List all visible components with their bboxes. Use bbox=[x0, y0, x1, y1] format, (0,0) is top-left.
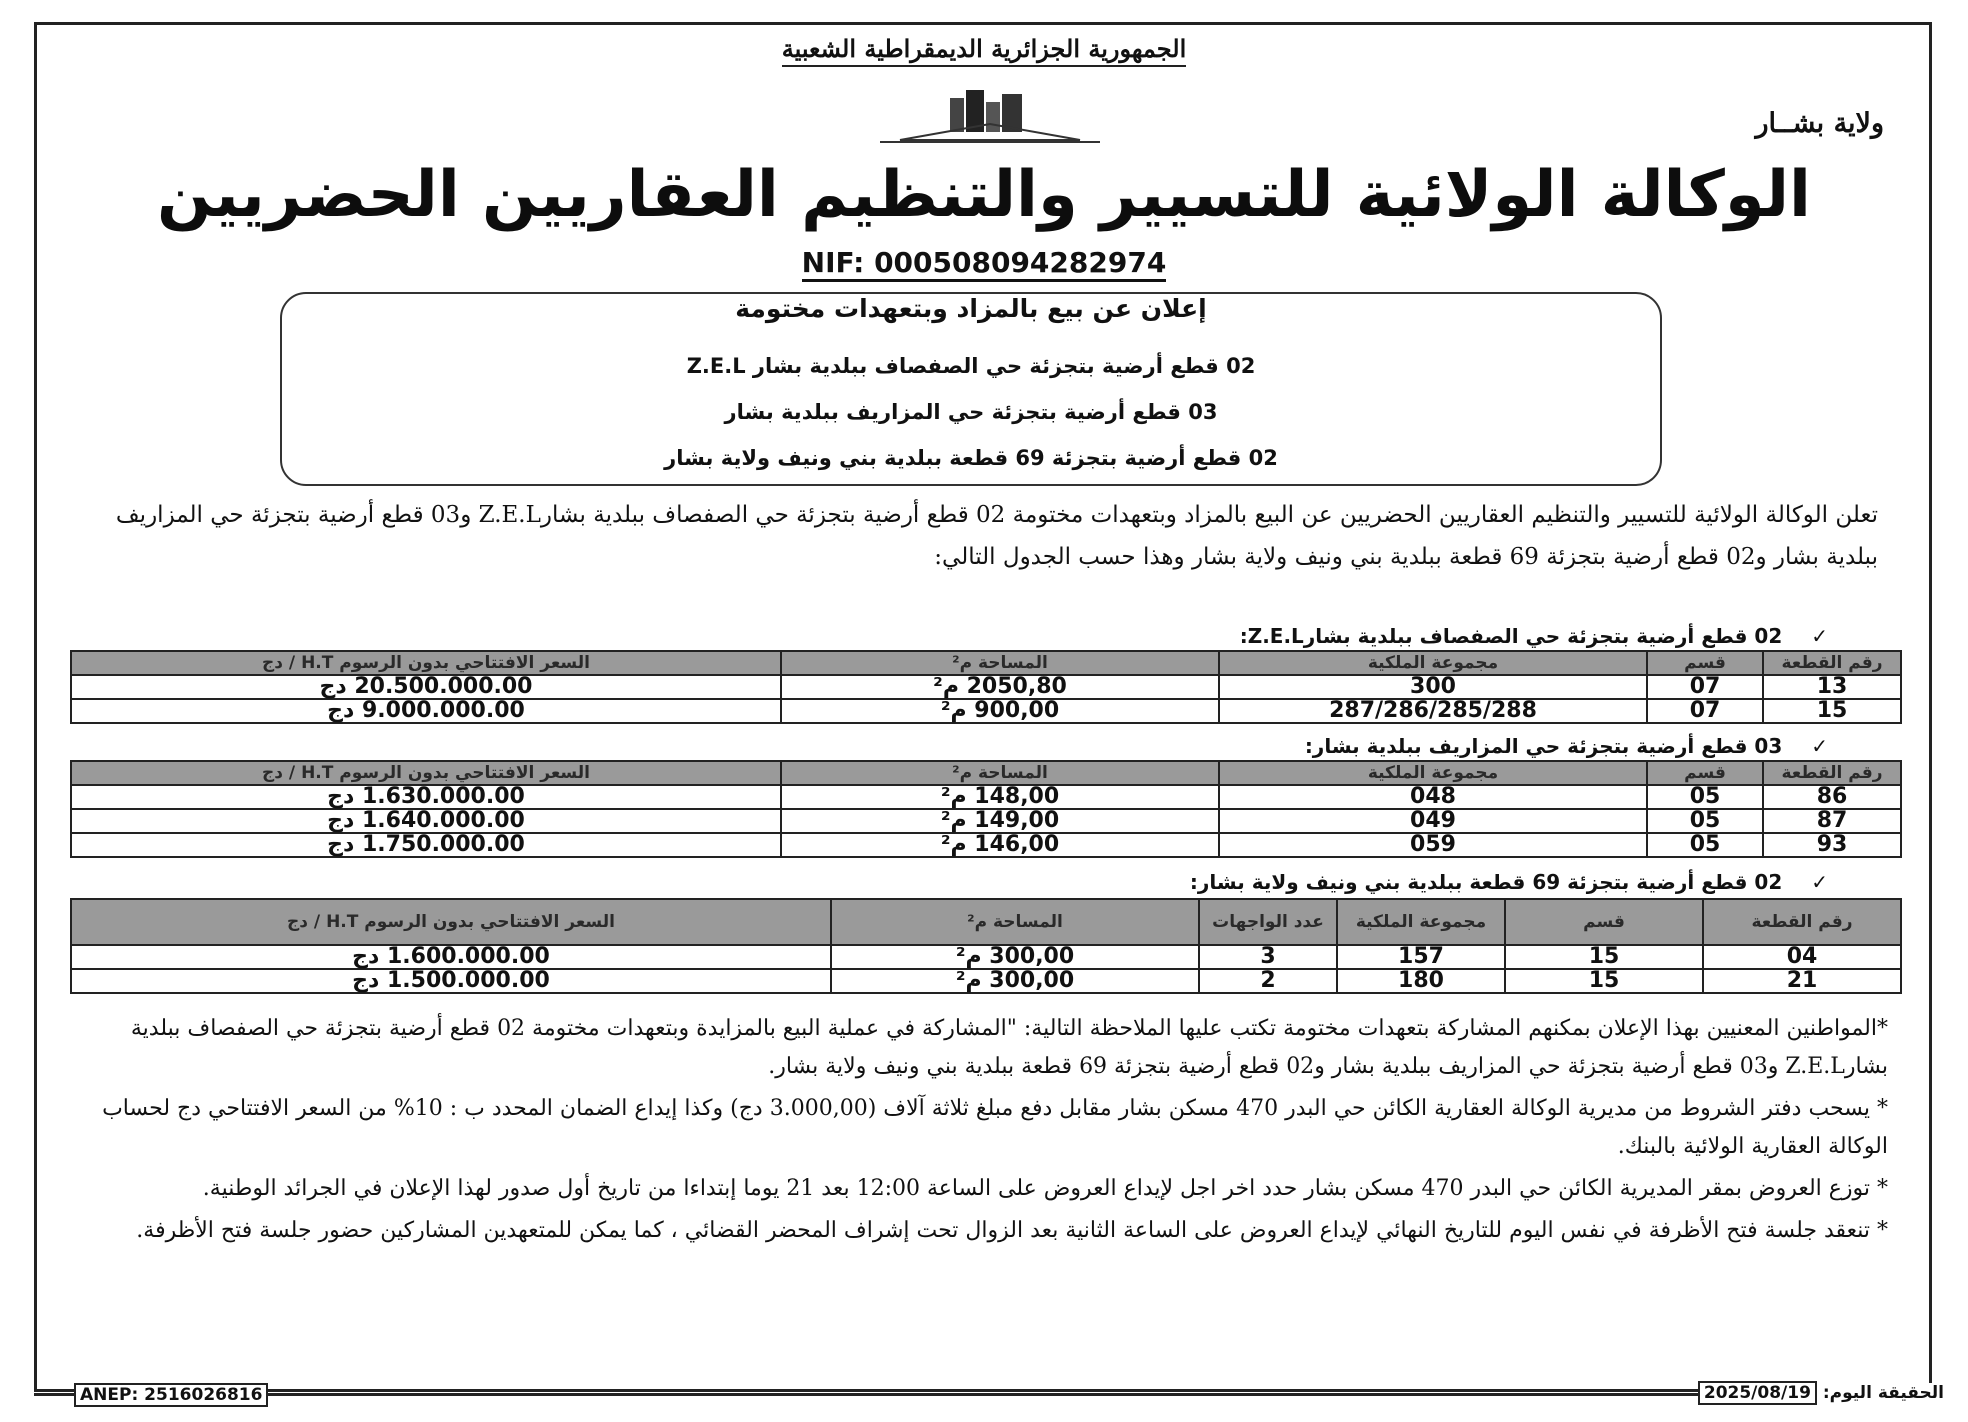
republic-title: الجمهورية الجزائرية الديمقراطية الشعبية bbox=[782, 34, 1187, 67]
col-section: قسم bbox=[1505, 899, 1703, 945]
table-row bbox=[71, 833, 1901, 857]
section-1-title bbox=[1240, 624, 1828, 648]
cell-lot: 86 bbox=[1763, 785, 1901, 809]
cell-area: 900,00 م² bbox=[781, 699, 1219, 723]
section-2-title bbox=[1305, 734, 1828, 758]
cell-group: 048 bbox=[1219, 785, 1647, 809]
cell-price: 20.500.000.00 دج bbox=[71, 675, 781, 699]
cell-group: 300 bbox=[1219, 675, 1647, 699]
cell-price: 1.630.000.00 دج bbox=[71, 785, 781, 809]
nif-text: NIF: 000508094282974 bbox=[802, 246, 1167, 282]
section-3-title-text: 02 قطع أرضية بتجزئة 69 قطعة ببلدية بني ونيف ولاية بشار: bbox=[1189, 870, 1783, 894]
notes-section bbox=[80, 1010, 1888, 1254]
section-1-title-text: 02 قطع أرضية بتجزئة حي الصفصاف ببلدية بشارZ.E.L: bbox=[1239, 624, 1783, 648]
intro-paragraph: تعلن الوكالة الولائية للتسيير والتنظيم العقاريين الحضريين عن البيع بالمزاد وبتعهدات مختومة 02 قطع أرضية بتجزئة حي الصفصاف ببلدية بشارZ.E.L و03 قطع أرضية بتجزئة حي المزاريف ببلدية بشار و02 قطع أرضية بتجزئة 69 قطعة ببلدية بني ونيف ولاية بشار وهذا حسب الجدول التالي: bbox=[115, 502, 1878, 570]
note-4: * تنعقد جلسة فتح الأظرفة في نفس اليوم للتاريخ النهائي لإيداع العروض على الساعة الثانية بعد الزوال تحت إشراف المحضر القضائي ، كما يمكن للمتعهدين المشاركين حضور جلسة فتح الأظرفة. bbox=[136, 1218, 1888, 1243]
col-area: المساحة م² bbox=[781, 761, 1219, 785]
nif-number bbox=[0, 246, 1968, 279]
cell-section: 07 bbox=[1647, 675, 1763, 699]
col-price: السعر الافتتاحي بدون الرسوم H.T / دج bbox=[71, 761, 781, 785]
section-2-title-text: 03 قطع أرضية بتجزئة حي المزاريف ببلدية بشار: bbox=[1304, 734, 1783, 758]
cell-area: 146,00 م² bbox=[781, 833, 1219, 857]
cell-lot: 87 bbox=[1763, 809, 1901, 833]
cell-section: 05 bbox=[1647, 809, 1763, 833]
col-lot: رقم القطعة bbox=[1703, 899, 1901, 945]
publication-date: 2025/08/19 bbox=[1698, 1381, 1817, 1405]
note-2: * يسحب دفتر الشروط من مديرية الوكالة العقارية الكائن حي البدر 470 مسكن بشار مقابل دفع مبلغ ثلاثة آلاف (3.000,00 دج) وكذا إيداع الضمان المحدد ب : 10% من السعر الافتتاحي دج لحساب الوكالة العقارية الولائية بالبنك. bbox=[102, 1096, 1888, 1159]
col-group: مجموعة الملكية bbox=[1219, 651, 1647, 675]
cell-area: 149,00 م² bbox=[781, 809, 1219, 833]
col-section: قسم bbox=[1647, 761, 1763, 785]
cell-price: 9.000.000.00 دج bbox=[71, 699, 781, 723]
table-row bbox=[71, 969, 1901, 993]
cell-lot: 21 bbox=[1703, 969, 1901, 993]
table-row bbox=[71, 945, 1901, 969]
section-3-title bbox=[1190, 870, 1828, 894]
notice-line-1: 02 قطع أرضية بتجزئة حي الصفصاف ببلدية بشار Z.E.L bbox=[686, 354, 1256, 378]
table-header-row bbox=[71, 651, 1901, 675]
col-group: مجموعة الملكية bbox=[1337, 899, 1505, 945]
notice-line-2: 03 قطع أرضية بتجزئة حي المزاريف ببلدية بشار bbox=[724, 400, 1218, 424]
table-header-row bbox=[71, 761, 1901, 785]
cell-group: 059 bbox=[1219, 833, 1647, 857]
cell-price: 1.500.000.00 دج bbox=[71, 969, 831, 993]
cell-price: 1.750.000.00 دج bbox=[71, 833, 781, 857]
notice-box bbox=[280, 292, 1662, 486]
col-lot: رقم القطعة bbox=[1763, 651, 1901, 675]
cell-area: 300,00 م² bbox=[831, 945, 1199, 969]
col-area: المساحة م² bbox=[831, 899, 1199, 945]
col-facades: عدد الواجهات bbox=[1199, 899, 1337, 945]
newspaper-name: الحقيقة اليوم: bbox=[1822, 1383, 1944, 1403]
table-row bbox=[71, 675, 1901, 699]
wilaya-label: ولاية بشــار bbox=[1755, 108, 1884, 139]
col-price: السعر الافتتاحي بدون الرسوم H.T / دج bbox=[71, 899, 831, 945]
checkmark-icon: ✓ bbox=[1811, 624, 1828, 648]
col-group: مجموعة الملكية bbox=[1219, 761, 1647, 785]
cell-group: 049 bbox=[1219, 809, 1647, 833]
table-row bbox=[71, 809, 1901, 833]
col-area: المساحة م² bbox=[781, 651, 1219, 675]
cell-area: 2050,80 م² bbox=[781, 675, 1219, 699]
cell-price: 1.600.000.00 دج bbox=[71, 945, 831, 969]
cell-section: 15 bbox=[1505, 945, 1703, 969]
cell-group: 180 bbox=[1337, 969, 1505, 993]
section-3-table bbox=[70, 898, 1902, 994]
cell-lot: 93 bbox=[1763, 833, 1901, 857]
cell-group: 157 bbox=[1337, 945, 1505, 969]
footer-divider bbox=[34, 1393, 1932, 1396]
cell-lot: 13 bbox=[1763, 675, 1901, 699]
agency-name: الوكالة الولائية للتسيير والتنظيم العقاريين الحضريين bbox=[157, 158, 1811, 232]
cell-section: 07 bbox=[1647, 699, 1763, 723]
table-header-row bbox=[71, 899, 1901, 945]
note-3: * توزع العروض بمقر المديرية الكائن حي البدر 470 مسكن بشار حدد اخر اجل لإيداع العروض على الساعة 12:00 بعد 21 يوما إبتداءا من تاريخ أول صدور لهذا الإعلان في الجرائد الوطنية. bbox=[202, 1176, 1888, 1201]
cell-lot: 04 bbox=[1703, 945, 1901, 969]
cell-area: 148,00 م² bbox=[781, 785, 1219, 809]
section-1-table bbox=[70, 650, 1902, 724]
notice-title: إعلان عن بيع بالمزاد وبتعهدات مختومة bbox=[735, 294, 1207, 323]
cell-area: 300,00 م² bbox=[831, 969, 1199, 993]
agency-logo bbox=[840, 84, 1140, 150]
anep-reference: ANEP: 2516026816 bbox=[74, 1383, 268, 1407]
section-2-table bbox=[70, 760, 1902, 858]
cell-section: 15 bbox=[1505, 969, 1703, 993]
note-1: *المواطنين المعنيين بهذا الإعلان بمكنهم المشاركة بتعهدات مختومة تكتب عليها الملاحظة التالية: "المشاركة في عملية البيع بالمزايدة وبتعهدات مختومة 02 قطع أرضية بتجزئة حي الصفصاف ببلدية بشارZ.E.L و03 قطع أرضية بتجزئة حي المزاريف ببلدية بشار و02 قطع أرضية بتجزئة 69 قطعة ببلدية بني ونيف ولاية بشار. bbox=[130, 1016, 1888, 1079]
cell-facades: 3 bbox=[1199, 945, 1337, 969]
cell-lot: 15 bbox=[1763, 699, 1901, 723]
col-lot: رقم القطعة bbox=[1763, 761, 1901, 785]
checkmark-icon: ✓ bbox=[1811, 870, 1828, 894]
republic-header bbox=[0, 34, 1968, 63]
publication-info bbox=[1698, 1383, 1944, 1403]
cell-section: 05 bbox=[1647, 785, 1763, 809]
col-price: السعر الافتتاحي بدون الرسوم H.T / دج bbox=[71, 651, 781, 675]
cell-facades: 2 bbox=[1199, 969, 1337, 993]
checkmark-icon: ✓ bbox=[1811, 734, 1828, 758]
cell-group: 287/286/285/288 bbox=[1219, 699, 1647, 723]
cell-section: 05 bbox=[1647, 833, 1763, 857]
table-row bbox=[71, 699, 1901, 723]
col-section: قسم bbox=[1647, 651, 1763, 675]
cell-price: 1.640.000.00 دج bbox=[71, 809, 781, 833]
notice-line-3: 02 قطع أرضية بتجزئة 69 قطعة ببلدية بني ونيف ولاية بشار bbox=[664, 446, 1278, 470]
table-row bbox=[71, 785, 1901, 809]
